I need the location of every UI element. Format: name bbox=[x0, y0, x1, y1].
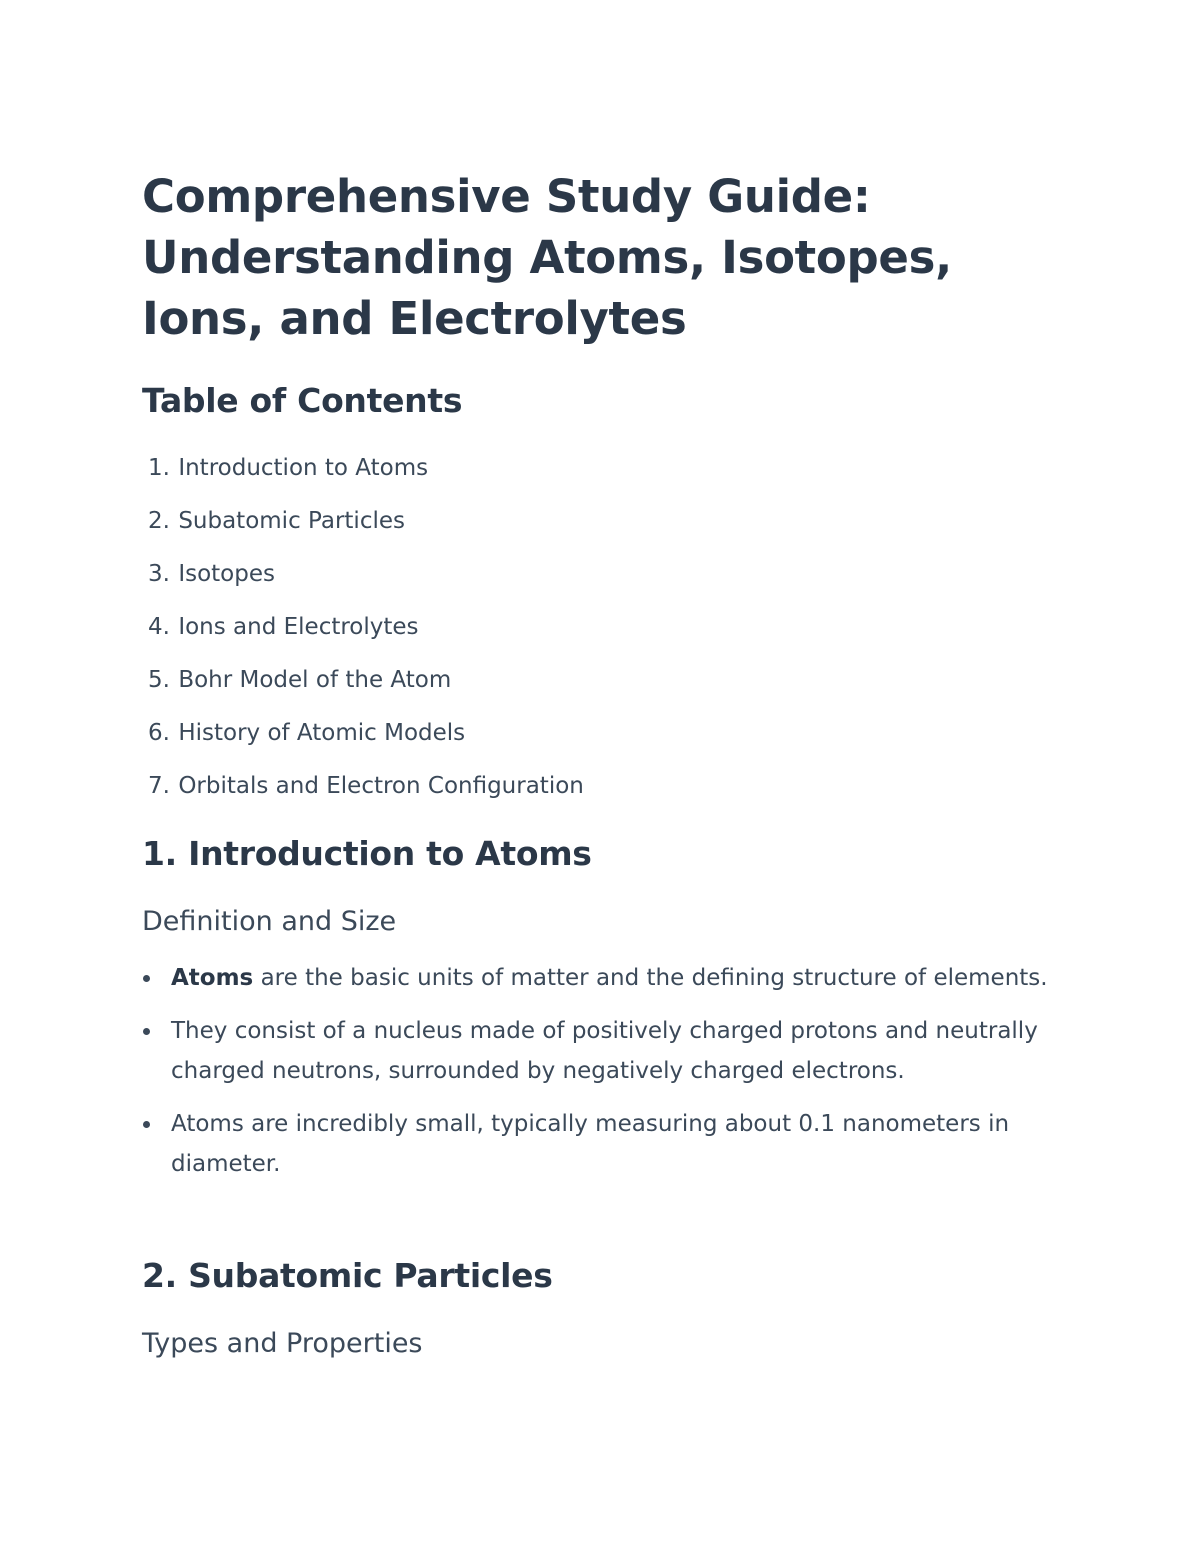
toc-item-number: 5. bbox=[148, 667, 170, 693]
toc-item-introduction[interactable] bbox=[142, 443, 584, 496]
toc-list bbox=[142, 443, 584, 814]
document-title: Comprehensive Study Guide: Understanding Atoms, Isotopes, Ions, and Electrolytes bbox=[142, 170, 952, 345]
toc-item-number: 4. bbox=[148, 614, 170, 640]
toc-item-number: 2. bbox=[148, 508, 170, 534]
section-heading-subatomic-particles: 2. Subatomic Particles bbox=[142, 1256, 553, 1295]
toc-item-isotopes[interactable] bbox=[142, 549, 584, 602]
toc-item-label: Orbitals and Electron Configuration bbox=[178, 773, 584, 799]
bullet-icon bbox=[143, 1121, 150, 1128]
toc-item-number: 6. bbox=[148, 720, 170, 746]
section-heading-introduction: 1. Introduction to Atoms bbox=[142, 834, 592, 873]
bullet-icon bbox=[143, 1028, 150, 1035]
list-item bbox=[142, 1011, 1072, 1091]
toc-heading: Table of Contents bbox=[142, 381, 463, 420]
toc-item-label: Bohr Model of the Atom bbox=[178, 667, 452, 693]
toc-item-label: Isotopes bbox=[178, 561, 275, 587]
toc-item-number: 3. bbox=[148, 561, 170, 587]
toc-item-label: Ions and Electrolytes bbox=[178, 614, 419, 640]
subheading-definition-size: Definition and Size bbox=[142, 906, 397, 937]
toc-item-number: 1. bbox=[148, 455, 170, 481]
list-item bbox=[142, 1104, 1072, 1184]
toc-item-ions-electrolytes[interactable] bbox=[142, 602, 584, 655]
toc-item-number: 7. bbox=[148, 773, 170, 799]
bullet-icon bbox=[143, 975, 150, 982]
bullet-list-introduction bbox=[142, 958, 1072, 1197]
toc-item-label: History of Atomic Models bbox=[178, 720, 466, 746]
toc-item-label: Subatomic Particles bbox=[178, 508, 405, 534]
bullet-text: They consist of a nucleus made of positively charged protons and neutrally charged neutrons, surrounded by negatively charged electrons. bbox=[171, 1018, 1038, 1084]
bullet-text: Atoms are incredibly small, typically measuring about 0.1 nanometers in diameter. bbox=[171, 1111, 1010, 1177]
toc-item-subatomic-particles[interactable] bbox=[142, 496, 584, 549]
bullet-bold-term: Atoms bbox=[171, 965, 254, 991]
toc-item-history-models[interactable] bbox=[142, 708, 584, 761]
bullet-text: are the basic units of matter and the defining structure of elements. bbox=[253, 965, 1048, 991]
list-item bbox=[142, 958, 1072, 998]
subheading-types-properties: Types and Properties bbox=[142, 1328, 423, 1359]
toc-item-label: Introduction to Atoms bbox=[178, 455, 429, 481]
toc-item-orbitals[interactable] bbox=[142, 761, 584, 814]
toc-item-bohr-model[interactable] bbox=[142, 655, 584, 708]
